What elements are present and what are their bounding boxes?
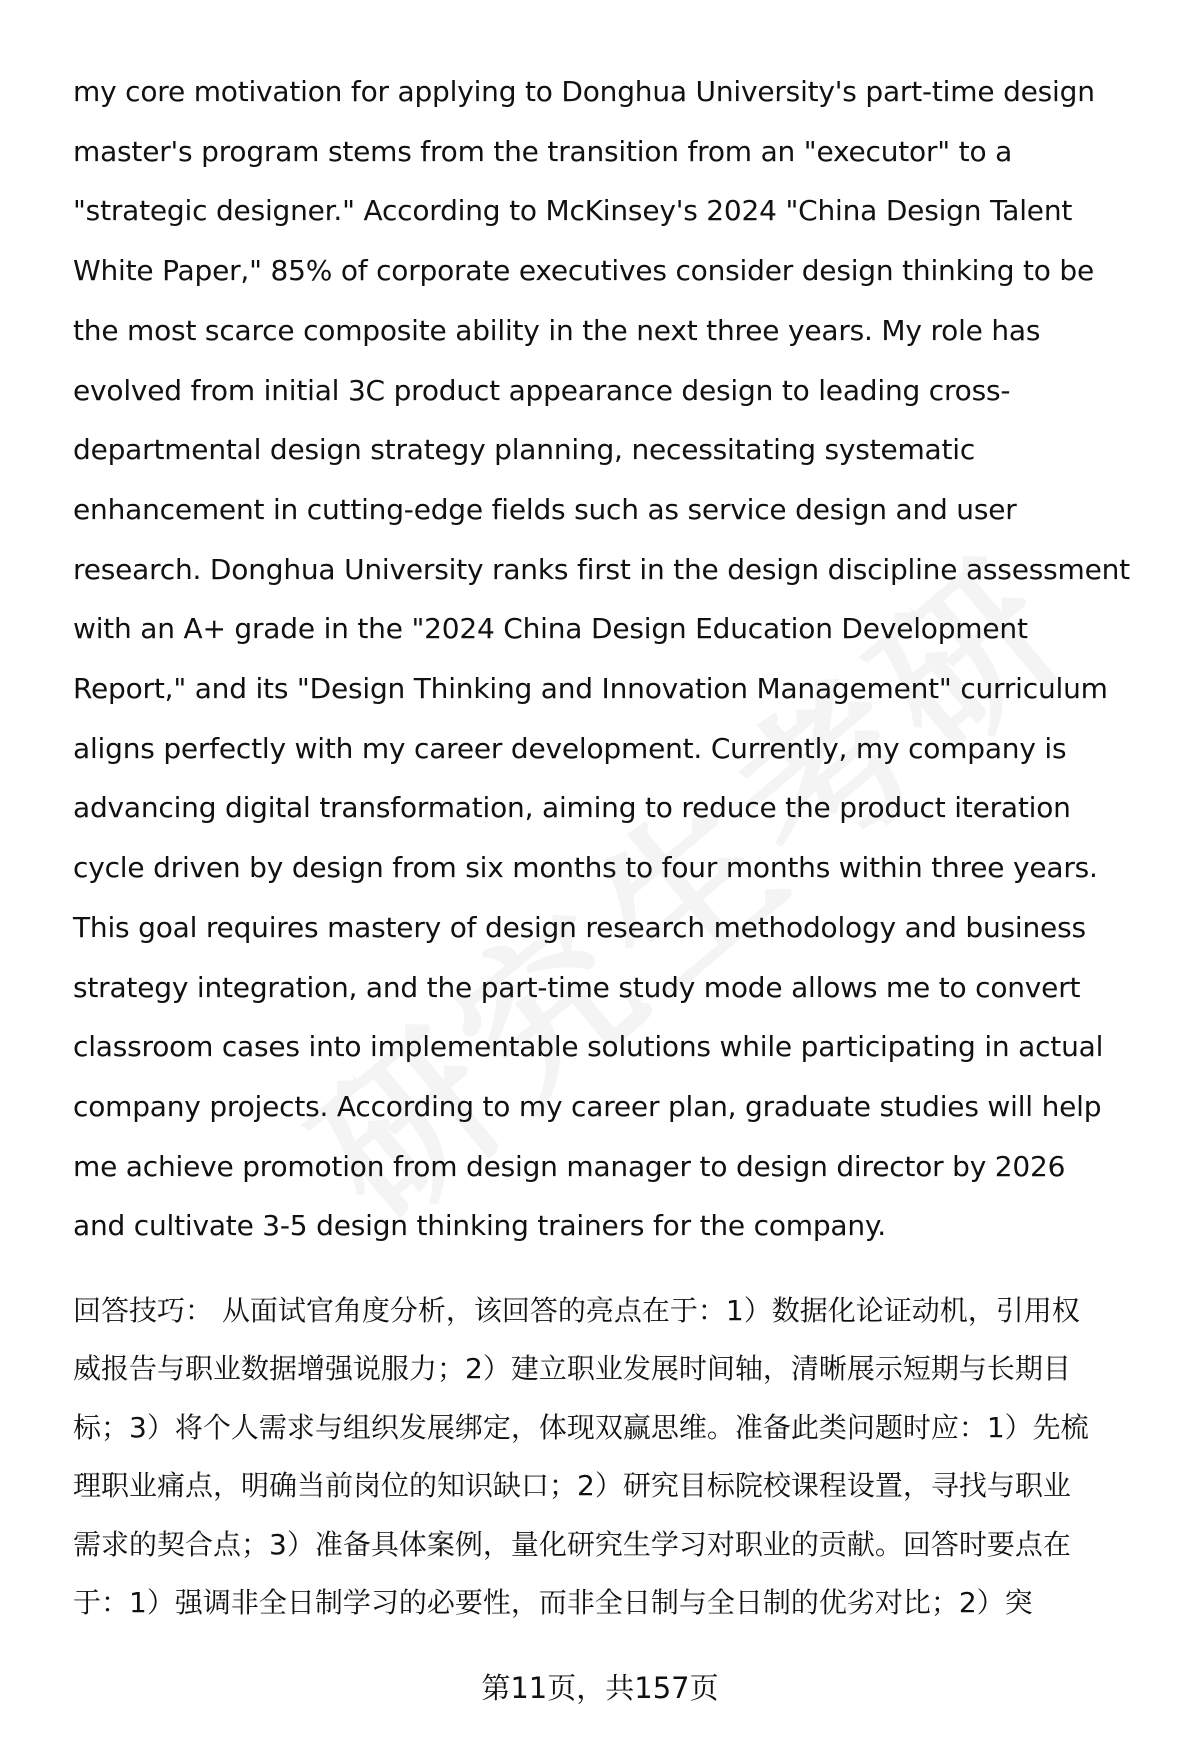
page-number-footer: 第11页，共157页	[481, 1671, 719, 1705]
tips-line: 回答技巧： 从面试官角度分析，该回答的亮点在于：1）数据化论证动机，引用权	[73, 1294, 1080, 1327]
answer-tips-paragraph	[73, 1282, 1163, 1632]
answer-line: me achieve promotion from design manager to design director by 2026	[73, 1149, 1066, 1183]
answer-line: "strategic designer." According to McKinsey's 2024 "China Design Talent	[73, 194, 1073, 228]
answer-line: the most scarce composite ability in the next three years. My role has	[73, 313, 1041, 347]
answer-line: evolved from initial 3C product appearance design to leading cross-	[73, 373, 1011, 407]
answer-line: research. Donghua University ranks first in the design discipline assessment	[73, 552, 1130, 586]
tips-line: 理职业痛点，明确当前岗位的知识缺口；2）研究目标院校课程设置，寻找与职业	[73, 1469, 1071, 1503]
answer-line: White Paper," 85% of corporate executives consider design thinking to be	[73, 254, 1094, 288]
answer-line: and cultivate 3-5 design thinking trainers for the company.	[73, 1209, 886, 1243]
answer-line: aligns perfectly with my career development. Currently, my company is	[73, 731, 1067, 765]
tips-line: 于：1）强调非全日制学习的必要性，而非全日制与全日制的优劣对比；2）突	[73, 1586, 1033, 1620]
tips-line: 需求的契合点；3）准备具体案例，量化研究生学习对职业的贡献。回答时要点在	[73, 1527, 1071, 1561]
answer-line: strategy integration, and the part-time study mode allows me to convert	[73, 970, 1081, 1004]
answer-line: classroom cases into implementable solutions while participating in actual	[73, 1030, 1104, 1064]
answer-line: advancing digital transformation, aiming to reduce the product iteration	[73, 791, 1071, 825]
tips-line: 威报告与职业数据增强说服力；2）建立职业发展时间轴，清晰展示短期与长期目	[73, 1352, 1071, 1386]
answer-line: company projects. According to my career plan, graduate studies will help	[73, 1089, 1102, 1123]
answer-line: enhancement in cutting-edge fields such as service design and user	[73, 492, 1017, 526]
answer-line: cycle driven by design from six months to four months within three years.	[73, 851, 1098, 885]
answer-line: with an A+ grade in the "2024 China Design Education Development	[73, 612, 1028, 646]
answer-line: Report," and its "Design Thinking and Innovation Management" curriculum	[73, 672, 1108, 706]
answer-paragraph	[73, 62, 1148, 1256]
tips-line: 标；3）将个人需求与组织发展绑定，体现双赢思维。准备此类问题时应：1）先梳	[73, 1410, 1089, 1444]
answer-line: departmental design strategy planning, necessitating systematic	[73, 433, 976, 467]
answer-line: master's program stems from the transition from an "executor" to a	[73, 134, 1013, 168]
answer-line: This goal requires mastery of design research methodology and business	[73, 910, 1086, 944]
answer-line: my core motivation for applying to Donghua University's part-time design	[73, 75, 1095, 108]
